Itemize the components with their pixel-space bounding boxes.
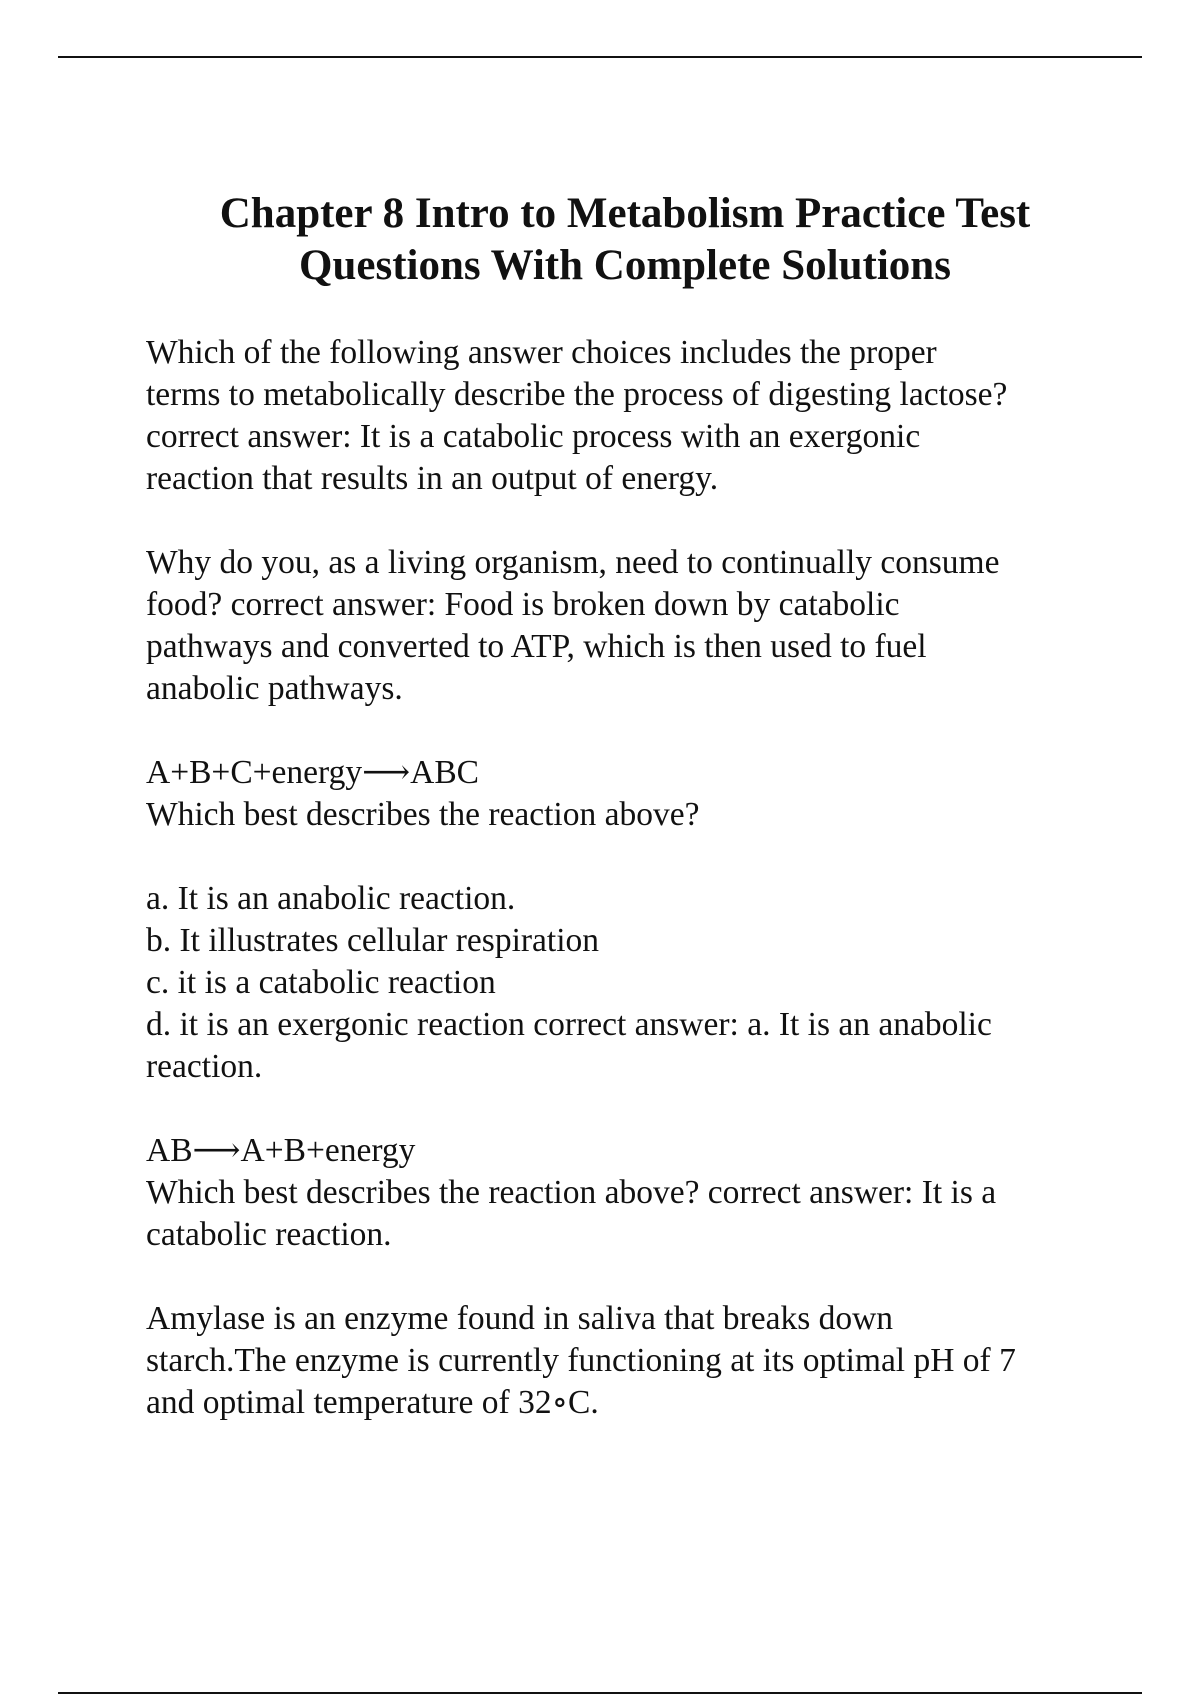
text-line: reaction that results in an output of energy. — [146, 460, 719, 497]
text-line: Which best describes the reaction above? — [146, 796, 700, 833]
answer-choices — [146, 878, 1106, 1088]
question-reaction-abc — [146, 752, 1106, 836]
text-line: and optimal temperature of 32∘C. — [146, 1384, 599, 1421]
document-title — [130, 188, 1120, 292]
title-line: Questions With Complete Solutions — [299, 242, 951, 289]
text-line: terms to metabolically describe the process of digesting lactose? — [146, 376, 1008, 413]
text-line: Which best describes the reaction above? correct answer: It is a — [146, 1174, 997, 1211]
answer-choice-c: c. it is a catabolic reaction — [146, 964, 496, 1001]
text-line: Amylase is an enzyme found in saliva that breaks down — [146, 1300, 894, 1337]
text-line: food? correct answer: Food is broken down by catabolic — [146, 586, 900, 623]
text-line: anabolic pathways. — [146, 670, 403, 707]
answer-choice-d: d. it is an exergonic reaction correct answer: a. It is an anabolic — [146, 1006, 992, 1043]
answer-choice-a: a. It is an anabolic reaction. — [146, 880, 516, 917]
question-lactose-digestion — [146, 332, 1106, 500]
reaction-equation: AB⟶A+B+energy — [146, 1132, 416, 1169]
footer-rule — [58, 1692, 1142, 1694]
reaction-equation: A+B+C+energy⟶ABC — [146, 754, 480, 791]
text-line: Why do you, as a living organism, need to continually consume — [146, 544, 1000, 581]
text-line: correct answer: It is a catabolic process with an exergonic — [146, 418, 921, 455]
text-line: Which of the following answer choices includes the proper — [146, 334, 937, 371]
text-line: catabolic reaction. — [146, 1216, 392, 1253]
text-line: starch.The enzyme is currently functioning at its optimal pH of 7 — [146, 1342, 1016, 1379]
title-line: Chapter 8 Intro to Metabolism Practice Test — [219, 190, 1031, 237]
question-amylase — [146, 1298, 1106, 1424]
question-reaction-ab — [146, 1130, 1106, 1256]
header-rule — [58, 56, 1142, 58]
document-body — [146, 332, 1106, 1466]
text-line: reaction. — [146, 1048, 263, 1085]
answer-choice-b: b. It illustrates cellular respiration — [146, 922, 600, 959]
text-line: pathways and converted to ATP, which is then used to fuel — [146, 628, 927, 665]
question-consume-food — [146, 542, 1106, 710]
